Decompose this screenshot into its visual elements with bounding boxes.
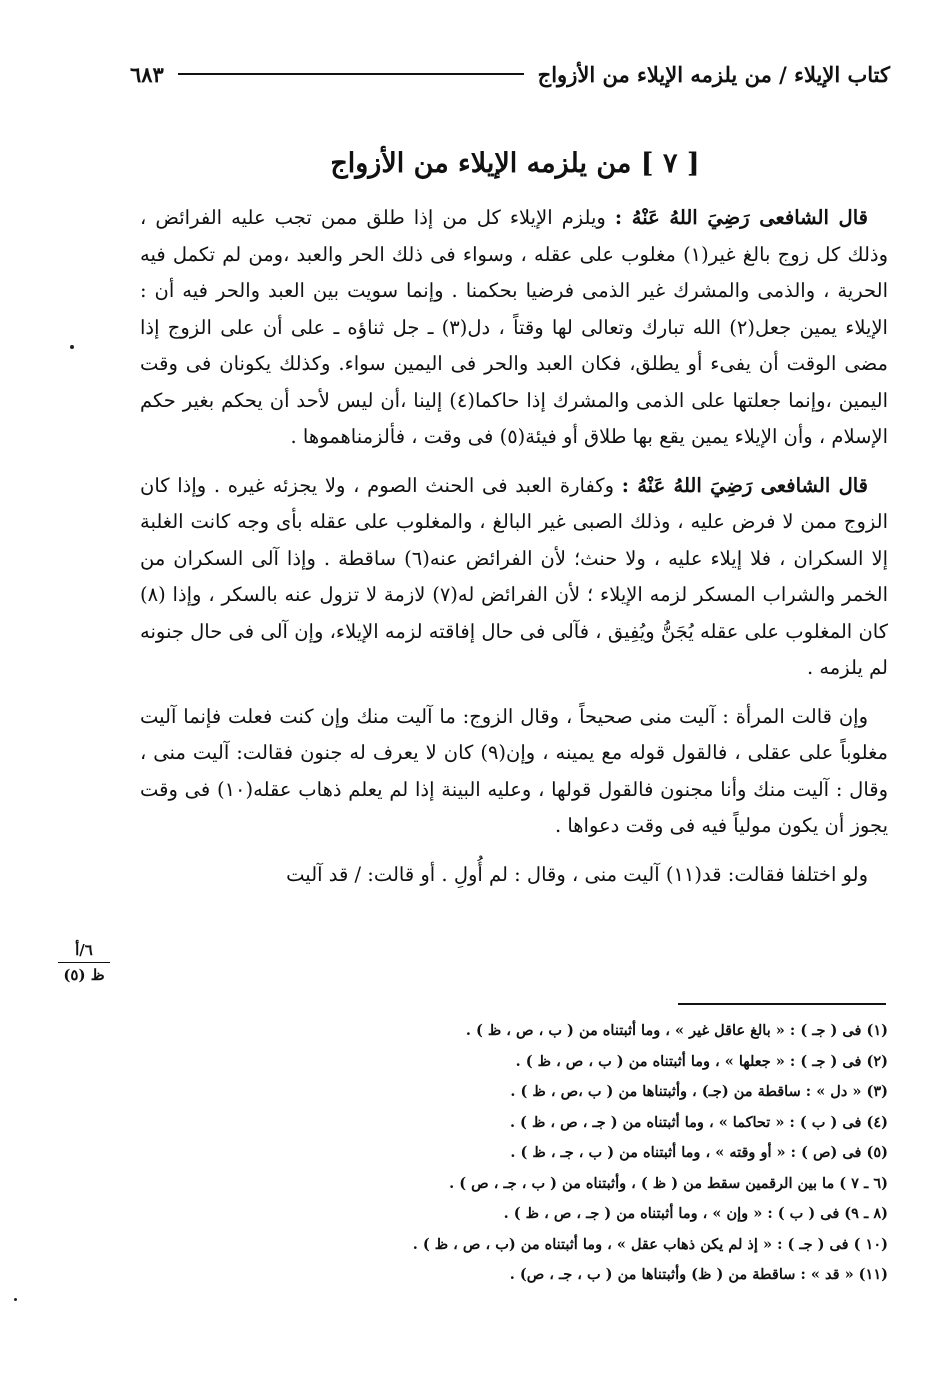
paragraph-text: ولو اختلفا فقالت: قد(١١) آليت منى ، وقال : لم أُولِ . أو قالت: / قد آليت xyxy=(286,862,868,886)
paragraph xyxy=(140,468,888,687)
page-header xyxy=(130,56,890,92)
paragraph-text: وكفارة العبد فى الحنث الصوم ، ولا يجزئه غيره . وإذا كان الزوج ممن لا فرض عليه ، وذلك الصبى غير البالغ ، والمغلوب على عقله بأى وجه كانت الغلبة إلا السكران ، فلا إيلاء عليه ، ولا حنث؛ لأن الفرائض عنه(٦) ساقطة . وإذا آلى السكران من الخمر والشراب المسكر لزمه الإيلاء ؛ لأن الفرائض له(٧) لازمة لا تزول عنه بالسكر ، وإذا (٨) كان المغلوب على عقله يُجَنُّ ويُفِيق ، فآلى فى حال إفاقته لزمه الإيلاء، وإن آلى فى حال جنونه لم يلزمه . xyxy=(140,473,888,679)
footnote: (٥) فى (ص ) : « أو وقته » ، وما أثبتناه من ( ب ، جـ ، ظ ) . xyxy=(510,1144,888,1161)
footnote: (٨ ـ ٩) فى ( ب ) : « وإن » ، وما أثبتناه من ( جـ ، ص ، ظ ) . xyxy=(503,1205,888,1222)
manuscript-reference: ظ (٥) xyxy=(63,966,105,984)
footnote: (٦ ـ ٧ ) ما بين الرقمين سقط من ( ظ ) ، وأثبتناه من ( ب ، جـ ، ص ) . xyxy=(449,1174,888,1192)
scan-speck xyxy=(14,1298,17,1301)
paragraph-text: ويلزم الإيلاء كل من إذا طلق ممن تجب عليه الفرائض ، وذلك كل زوج بالغ غير(١) مغلوب على عقله ، وسواء فى ذلك الحر والعبد ،ومن لم تكمل فيه الحرية ، والذمى والمشرك غير الذمى فرضيا بحكمنا . وإنما سويت بين العبد والحر فيه أن : الإيلاء يمين جعل(٢) الله تبارك وتعالى لها وقتاً ، دل(٣) ـ جل ثناؤه ـ على أن على الزوج إذا مضى الوقت أن يفىء أو يطلق، فكان العبد والحر فى اليمين سواء. وكذلك يكونان فى وقت اليمين ،وإنما جعلتها على الذمى والمشرك إذا حاكما(٤) إلينا ،أن ليس لأحد أن يحكم بغير حكم الإسلام ، وأن الإيلاء يمين يقع بها طلاق أو فيئة(٥) فى وقت ، فألزمناهموها . xyxy=(140,206,889,448)
footnote: (٢) فى ( جـ ) : « جعلها » ، وما أثبتناه من ( ب ، ص ، ظ ) . xyxy=(515,1052,888,1070)
paragraph xyxy=(140,699,888,845)
footnote-separator xyxy=(678,1003,886,1005)
manuscript-margin-note xyxy=(52,940,116,985)
footnote: (١١) « قد » : ساقطة من ( ظ) وأثبتناها من ( ب ، جـ ، ص) . xyxy=(509,1266,888,1283)
running-title: كتاب الإيلاء / من يلزمه الإيلاء من الأزواج xyxy=(537,61,890,87)
page-number: ٦٨٣ xyxy=(130,61,164,87)
chapter-title: [ ٧ ] من يلزمه الإيلاء من الأزواج xyxy=(330,148,700,179)
footnote: (١) فى ( جـ ) : « بالغ عاقل غير » ، وما أثبتناه من ( ب ، ص ، ظ ) . xyxy=(465,1022,888,1039)
footnote: (٣) « دل » : ساقطة من (جـ) ، وأثبتناها من ( ب ،ص ، ظ ) . xyxy=(510,1083,888,1100)
scan-speck xyxy=(70,345,74,349)
paragraph-speaker: قال الشافعى رَضِيَ اللهُ عَنْهُ : xyxy=(621,473,869,497)
paragraph-speaker: قال الشافعى رَضِيَ اللهُ عَنْهُ : xyxy=(614,206,868,229)
margin-note-rule xyxy=(58,962,110,963)
footnotes xyxy=(190,1016,888,1291)
header-rule xyxy=(178,73,524,75)
paragraph xyxy=(140,857,888,894)
paragraph-text: وإن قالت المرأة : آليت منى صحيحاً ، وقال الزوج: ما آليت منك وإن كنت فعلت فإنما آليت مغلوباً على عقلى ، فالقول قوله مع يمينه ، وإن(٩) كان لا يعرف له جنون فقالت: آليت منى ، وقال : آليت منك وأنا مجنون فالقول قولها ، وعليه البينة إذا لم يعلم ذهاب عقله(١٠) فى وقت يجوز أن يكون مولياً فيه فى وقت دعواها . xyxy=(140,704,888,837)
paragraph xyxy=(140,200,888,456)
body-text xyxy=(140,200,888,905)
footnote: (١٠ ) فى ( جـ ) : « إذ لم يكن ذهاب عقل » ، وما أثبتناه من (ب ، ص ، ظ ) . xyxy=(412,1235,888,1253)
folio-reference: ٦/أ xyxy=(75,941,93,959)
footnote: (٤) فى ( ب ) : « تحاكما » ، وما أثبتناه من ( جـ ، ص ، ظ ) . xyxy=(509,1113,888,1131)
